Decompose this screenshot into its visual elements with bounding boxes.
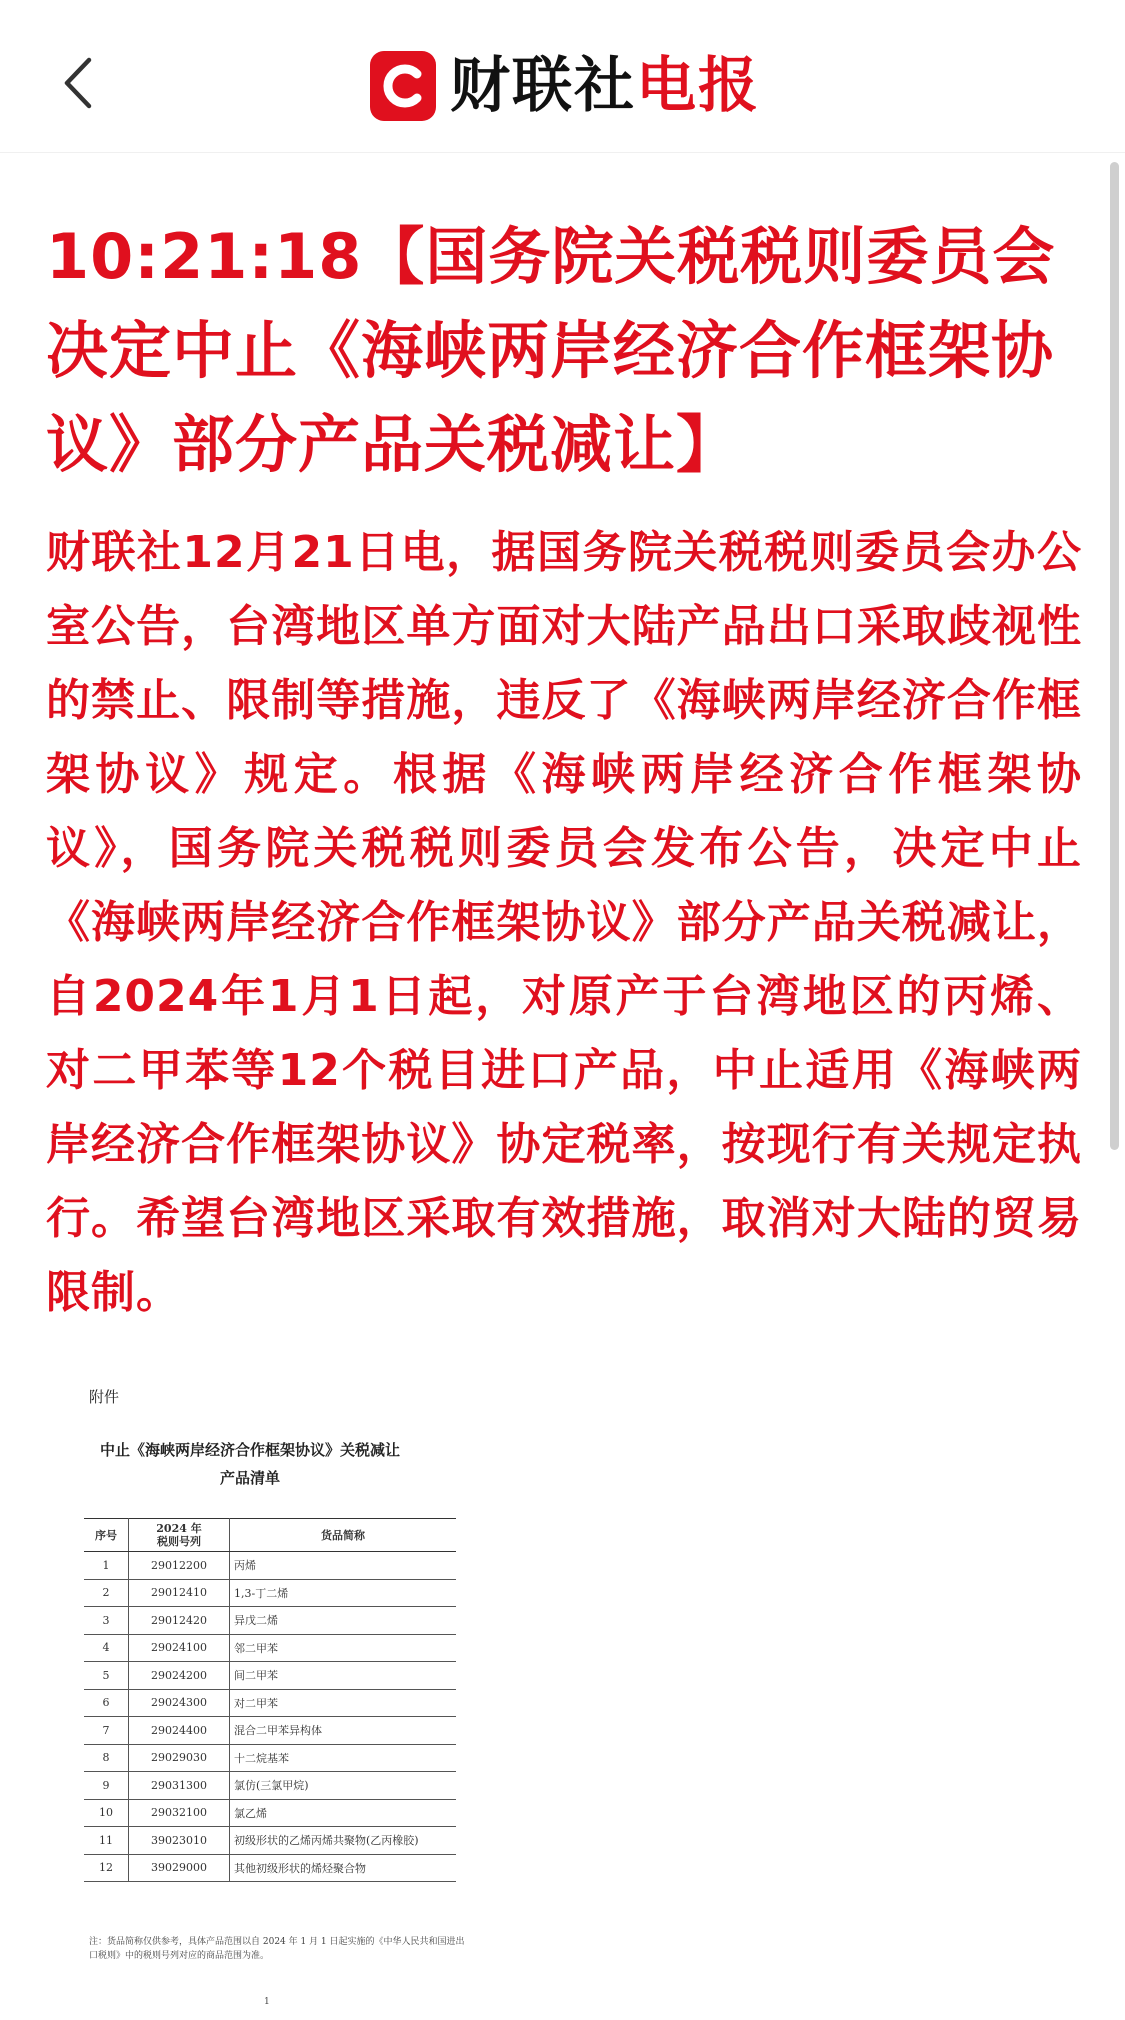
cell-index: 5: [84, 1662, 129, 1690]
chevron-left-icon: [63, 57, 93, 109]
cls-c-logo-icon: [370, 51, 436, 121]
cell-index: 4: [84, 1634, 129, 1662]
article-body: 财联社12月21日电，据国务院关税税则委员会办公室公告，台湾地区单方面对大陆产品出口采取歧视性的禁止、限制等措施，违反了《海峡两岸经济合作框架协议》规定。根据《海峡两岸经济合作框架协议》，国务院关税税则委员会发布公告，决定中止《海峡两岸经济合作框架协议》部分产品关税减让，自2024年1月1日起，对原产于台湾地区的丙烯、对二甲苯等12个税目进口产品，中止适用《海峡两岸经济合作框架协议》协定税率，按现行有关规定执行。希望台湾地区采取有效措施，取消对大陆的贸易限制。: [46, 527, 1082, 1318]
attachment-image[interactable]: [60, 1370, 480, 2010]
attachment-title-line1: 中止《海峡两岸经济合作框架协议》关税减让: [99, 1441, 400, 1459]
cell-name: 氯仿(三氯甲烷): [230, 1772, 457, 1800]
cell-index: 1: [84, 1552, 129, 1580]
logo-text: [450, 48, 760, 124]
column-header-code-line1: 2024 年: [156, 1522, 202, 1535]
cell-name: 间二甲苯: [230, 1662, 457, 1690]
column-header-name: 货品简称: [230, 1519, 457, 1552]
cell-index: 3: [84, 1607, 129, 1635]
attachment-title: [90, 1436, 410, 1492]
table-row: [84, 1799, 456, 1827]
table-row: [84, 1662, 456, 1690]
cell-name: 邻二甲苯: [230, 1634, 457, 1662]
cell-index: 11: [84, 1827, 129, 1855]
article-content: [46, 210, 1082, 1330]
cell-code: 29024200: [129, 1662, 230, 1690]
cell-index: 10: [84, 1799, 129, 1827]
attachment-title-line2: 产品清单: [219, 1469, 280, 1487]
column-header-code: [129, 1519, 230, 1552]
table-row: [84, 1744, 456, 1772]
logo-text-telegraph: 电报: [636, 51, 760, 121]
cell-name: 混合二甲苯异构体: [230, 1717, 457, 1745]
attachment-page-number: 1: [264, 1997, 270, 2007]
cell-code: 29012410: [129, 1579, 230, 1607]
cell-name: 1,3-丁二烯: [230, 1579, 457, 1607]
column-header-index: 序号: [84, 1519, 129, 1552]
attachment-note: 注：货品简称仅供参考，具体产品范围以自 2024 年 1 月 1 日起实施的《中华人民共和国进出口税则》中的税则号列对应的商品范围为准。: [89, 1937, 465, 1961]
cell-index: 12: [84, 1854, 129, 1882]
table-row: [84, 1552, 456, 1580]
cell-name: 对二甲苯: [230, 1689, 457, 1717]
table-row: [84, 1854, 456, 1882]
cell-code: 29032100: [129, 1799, 230, 1827]
column-header-code-line2: 税则号列: [157, 1535, 201, 1548]
cell-code: 29029030: [129, 1744, 230, 1772]
table-row: [84, 1634, 456, 1662]
table-row: [84, 1772, 456, 1800]
table-row: [84, 1607, 456, 1635]
table-body: [84, 1552, 456, 1882]
table-row: [84, 1717, 456, 1745]
cell-name: 异戊二烯: [230, 1607, 457, 1635]
cell-code: 29024100: [129, 1634, 230, 1662]
article-headline: 10:21:18【国务院关税税则委员会决定中止《海峡两岸经济合作框架协议》部分产品关税减让】: [46, 220, 1056, 481]
attachment-label: 附件: [89, 1388, 120, 1406]
logo-c-glyph: [379, 60, 427, 112]
cell-index: 8: [84, 1744, 129, 1772]
cell-code: 39023010: [129, 1827, 230, 1855]
cell-name: 其他初级形状的烯烃聚合物: [230, 1854, 457, 1882]
product-list-table: [84, 1518, 456, 1882]
table-row: [84, 1579, 456, 1607]
cell-index: 7: [84, 1717, 129, 1745]
cell-code: 29012420: [129, 1607, 230, 1635]
cell-name: 氯乙烯: [230, 1799, 457, 1827]
logo-text-cls: 财联社: [450, 51, 636, 121]
table-header-row: [84, 1519, 456, 1552]
cell-index: 6: [84, 1689, 129, 1717]
table-row: [84, 1689, 456, 1717]
scrollbar[interactable]: [1110, 162, 1119, 1150]
table-row: [84, 1827, 456, 1855]
cell-code: 29031300: [129, 1772, 230, 1800]
top-navigation-bar: [0, 0, 1125, 153]
cell-code: 39029000: [129, 1854, 230, 1882]
back-button[interactable]: [52, 50, 104, 116]
cell-code: 29024400: [129, 1717, 230, 1745]
cls-telegraph-logo: [370, 48, 760, 124]
cell-index: 2: [84, 1579, 129, 1607]
cell-name: 十二烷基苯: [230, 1744, 457, 1772]
cell-index: 9: [84, 1772, 129, 1800]
cell-code: 29024300: [129, 1689, 230, 1717]
cell-name: 初级形状的乙烯丙烯共聚物(乙丙橡胶): [230, 1827, 457, 1855]
cell-code: 29012200: [129, 1552, 230, 1580]
cell-name: 丙烯: [230, 1552, 457, 1580]
